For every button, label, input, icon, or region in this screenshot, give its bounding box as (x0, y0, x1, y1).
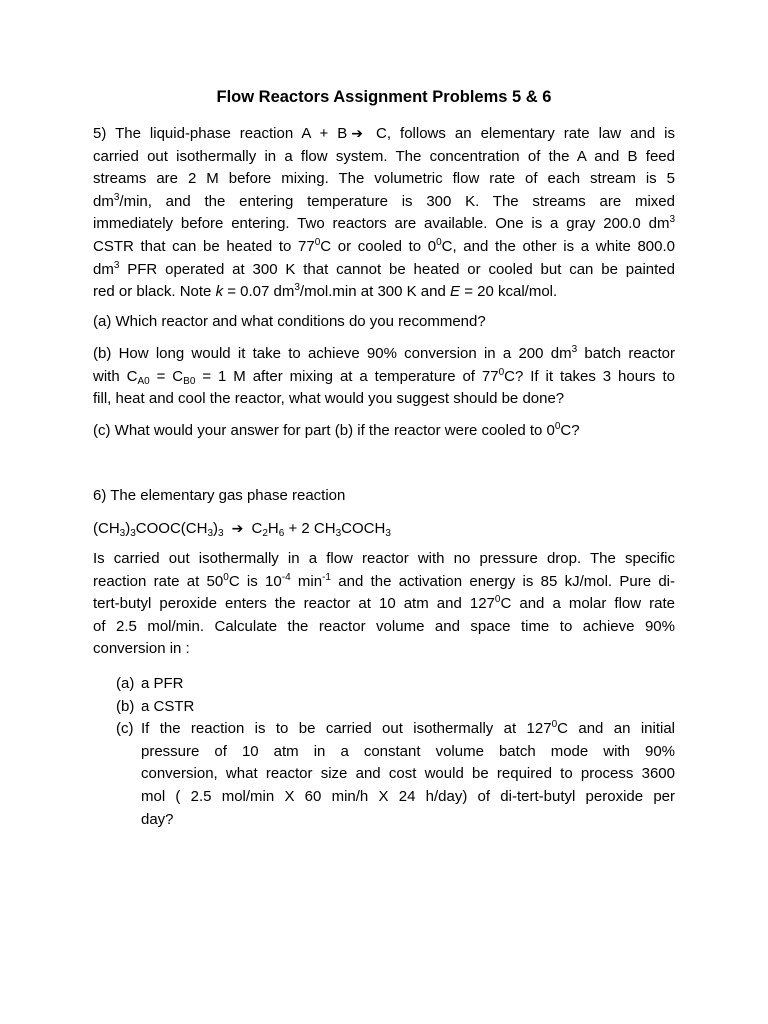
problem-5-part-b: (b) How long would it take to achieve 90% conversion in a 200 $dm^3$ batch reactor with $C_{A0} = C_{B0} = 1$ M after mixing at a temperature of $77^0C$? If it takes 3 hours to fill, heat and cool the reactor, what would you suggest should be done? (93, 344, 676, 408)
list-item: (b) a CSTR (116, 697, 195, 715)
problem-6-statement: Is carried out isothermally in a flow reactor with no pressure drop. The specific reaction rate at $50^0C$ is $10^{-4}$ $\min^{-1}$ and the activation energy is 85 kJ/mol. Pure di- tert-butyl peroxide enters the reactor at 10 atm and $127^0C$ and a molar flow rate of 2.5 mol/min. Calculate the reactor volume and space time to achieve 90% conversion in : (93, 550, 675, 658)
right-arrow-icon: ➔ (231, 520, 244, 536)
document-title: Flow Reactors Assignment Problems 5 & 6 (216, 88, 552, 106)
problem-6-reaction: $(CH_3)_3COOC(CH_3)_3$ ➔ $C_2H_6 + 2$ $CH_3COCH_3$ (93, 517, 675, 541)
problem-6-intro: 6) The elementary gas phase reaction (93, 487, 346, 504)
problem-6-parts-list (116, 673, 675, 831)
problem-5-statement: 5) The liquid-phase reaction A + B ➔ C, follows an elementary rate law and is carried out isothermally in a flow system. The concentration of the A and B feed streams are 2 M before mixing. The volumetric flow rate of each stream is 5 $dm^3/\min$, and the entering temperature is 300 K. The streams are mixed immediately before entering. Two reactors are available. One is a gray 200.0 $dm^3$ CSTR that can be heated to $77^0C$ or cooled to $0^0C$, and the other is a white 800.0 $dm^3$ PFR operated at 300 K that cannot be heated or cooled but can be painted red or black. Note k = 0.07 $dm^3/mol.\min$ at 300 K and E = 20 kcal/mol. (93, 122, 675, 304)
list-item: (c) If the reaction is to be carried out isothermally at $127^0C$ and an initial pressure of 10 atm in a constant volume batch mode with 90% conversion, what reactor size and cost would be required to process 3600 mol ( 2.5 mol/min X 60 min/h X 24 h/day) of di-tert-butyl peroxide per day? (116, 719, 676, 828)
list-item: (a) a PFR (116, 675, 184, 692)
right-arrow-icon: ➔ (351, 125, 364, 141)
problem-5-part-c: (c) What would your answer for part (b) if the reactor were cooled to $0^0C$? (93, 421, 580, 439)
problem-5-part-a: (a) Which reactor and what conditions do you recommend? (93, 313, 486, 330)
